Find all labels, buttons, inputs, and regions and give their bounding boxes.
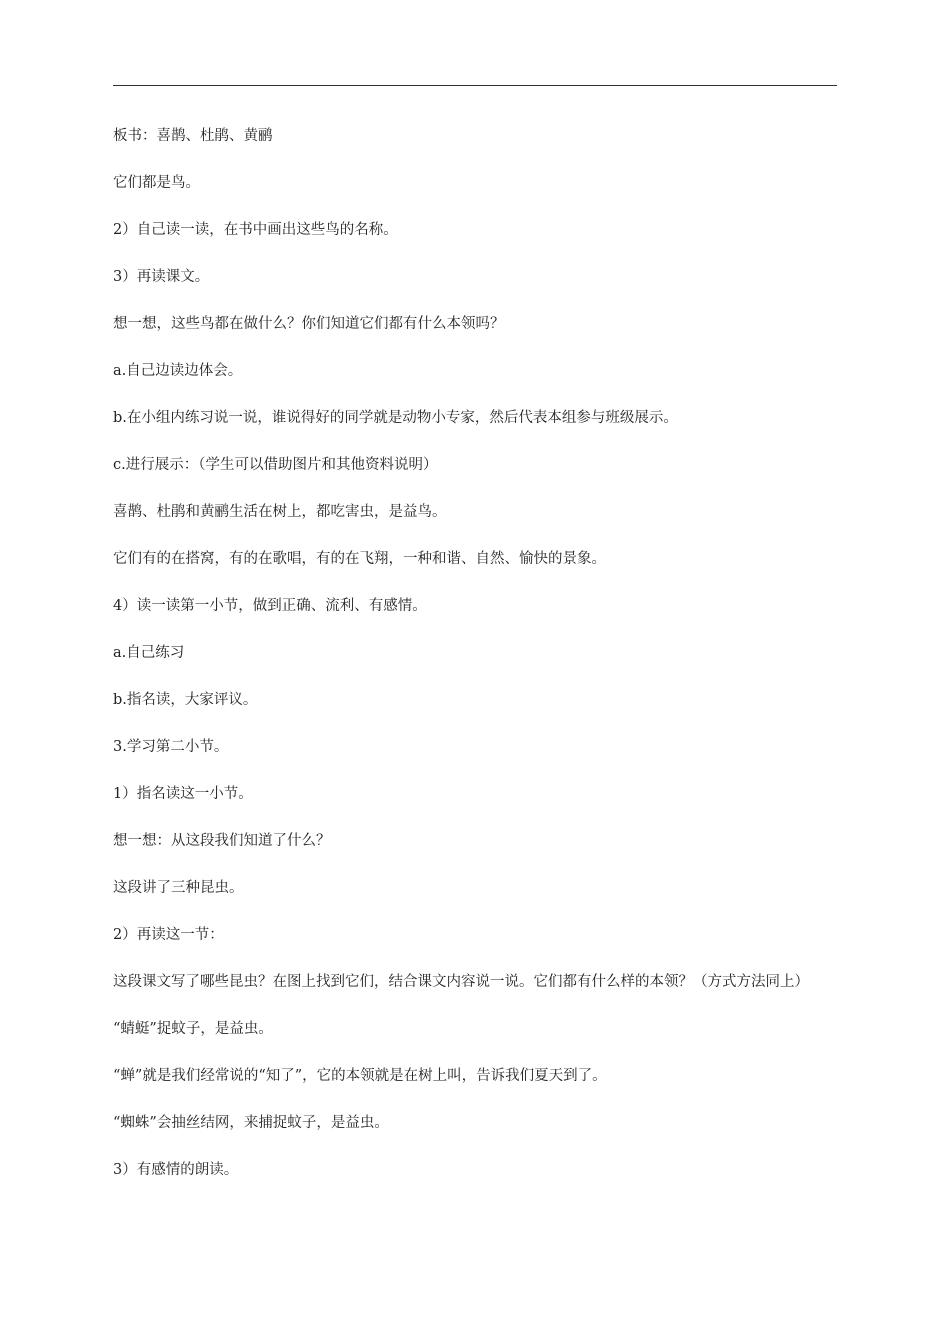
paragraph: “蜻蜓”捉蚊子，是益虫。	[113, 1021, 273, 1037]
paragraph: 喜鹊、杜鹃和黄鹂生活在树上，都吃害虫，是益鸟。	[113, 504, 447, 520]
paragraph: 这段课文写了哪些昆虫？在图上找到它们，结合课文内容说一说。它们都有什么样的本领？（方式方法同上）	[113, 974, 809, 990]
paragraph: 这段讲了三种昆虫。	[113, 880, 244, 896]
paragraph: 它们都是鸟。	[113, 175, 200, 191]
paragraph: 想一想：从这段我们知道了什么？	[113, 833, 331, 849]
paragraph: 它们有的在搭窝，有的在歌唱，有的在飞翔，一种和谐、自然、愉快的景象。	[113, 551, 606, 567]
document-body	[113, 125, 837, 1206]
header-rule	[113, 85, 837, 86]
paragraph: 3）再读课文。	[113, 269, 210, 285]
paragraph: 3.学习第二小节。	[113, 739, 229, 755]
paragraph: 2）自己读一读，在书中画出这些鸟的名称。	[113, 222, 398, 238]
paragraph: 想一想，这些鸟都在做什么？你们知道它们都有什么本领吗？	[113, 316, 505, 332]
paragraph: “蜘蛛”会抽丝结网，来捕捉蚊子，是益虫。	[113, 1115, 389, 1131]
paragraph: 1）指名读这一小节。	[113, 786, 253, 802]
paragraph: b.指名读，大家评议。	[113, 692, 258, 708]
paragraph: “蝉”就是我们经常说的“知了”，它的本领就是在树上叫，告诉我们夏天到了。	[113, 1068, 607, 1084]
paragraph: 2）再读这一节：	[113, 927, 224, 943]
paragraph: 板书：喜鹊、杜鹃、黄鹂	[113, 128, 273, 144]
paragraph: 3）有感情的朗读。	[113, 1162, 239, 1178]
paragraph: b.在小组内练习说一说，谁说得好的同学就是动物小专家，然后代表本组参与班级展示。	[113, 410, 678, 426]
paragraph: c.进行展示：（学生可以借助图片和其他资料说明）	[113, 457, 438, 473]
paragraph: a.自己练习	[113, 645, 185, 661]
paragraph: a.自己边读边体会。	[113, 363, 243, 379]
paragraph: 4）读一读第一小节，做到正确、流利、有感情。	[113, 598, 427, 614]
